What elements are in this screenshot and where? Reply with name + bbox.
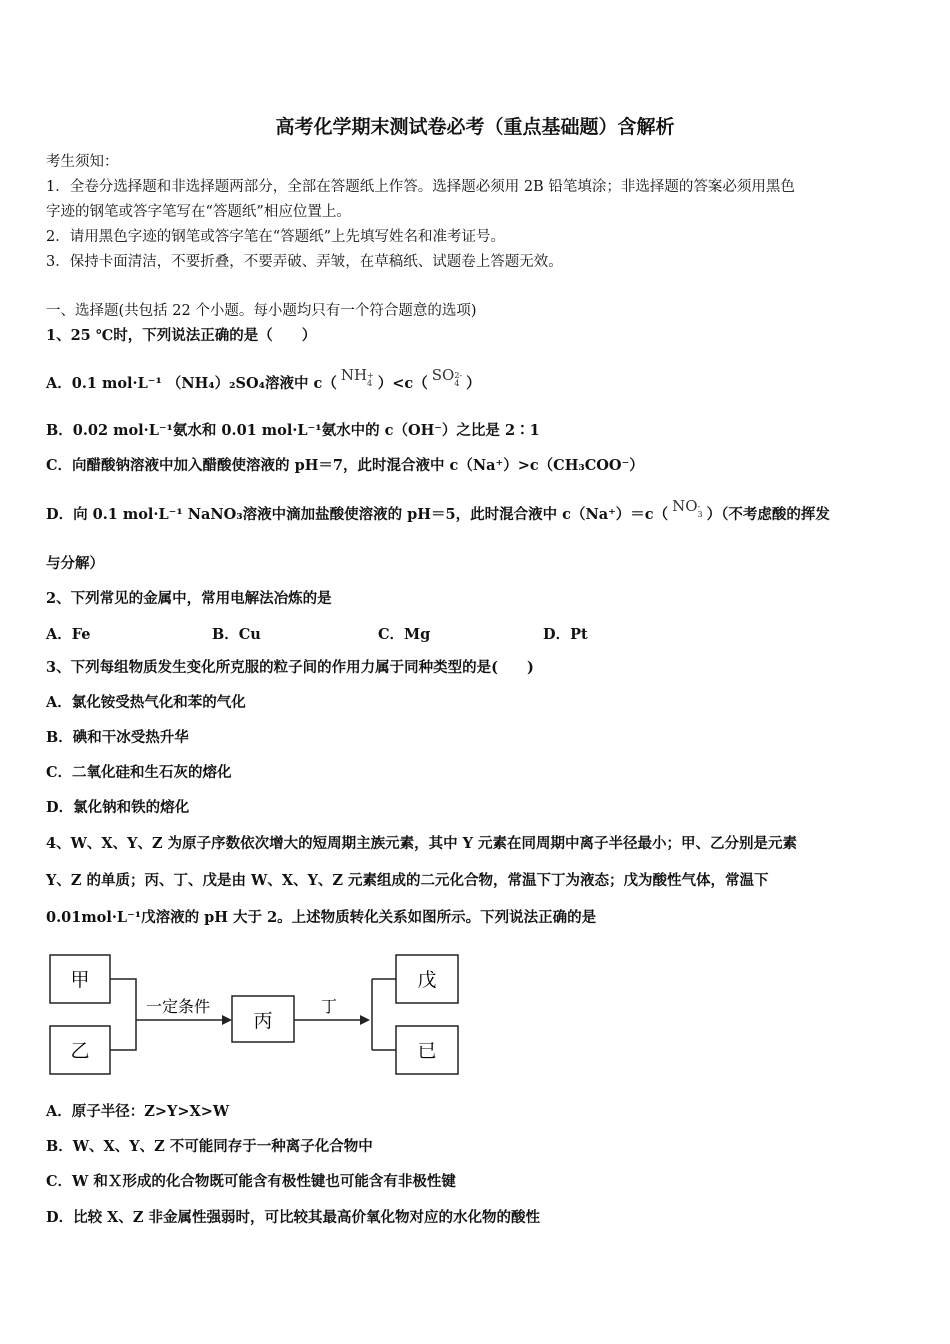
q4-stem-line-2: Y、Z 的单质；丙、丁、戊是由 W、X、Y、Z 元素组成的二元化合物，常温下丁为液态；戊为酸性气体，常温下: [46, 872, 769, 889]
box-jia-label: 甲: [70, 969, 90, 991]
q2-option-c: C．Mg: [378, 626, 431, 643]
so4-count: 4: [454, 379, 460, 388]
notice-heading: 考生须知：: [46, 154, 119, 170]
notice-item-3: 3．保持卡面清洁，不要折叠，不要弄破、弄皱，在草稿纸、试题卷上答题无效。: [46, 254, 563, 270]
q3-option-a: A．氯化铵受热气化和苯的气化: [46, 694, 246, 711]
q4-option-a: A．原子半径：Z>Y>X>W: [46, 1103, 230, 1120]
q4-option-d: D．比较 X、Z 非金属性强弱时，可比较其最高价氧化物对应的水化物的酸性: [46, 1209, 541, 1226]
box-ji-label: 已: [417, 1040, 437, 1062]
notice-item-1b: 字迹的钢笔或答字笔写在“答题纸”相应位置上。: [46, 204, 351, 220]
reagent-label: 丁: [320, 997, 338, 1016]
q1-a-post: ）: [466, 375, 481, 392]
q3-option-c: C．二氧化硅和生石灰的熔化: [46, 764, 232, 781]
box-wu-label: 戊: [417, 969, 437, 991]
arrow-head-left: [222, 1015, 232, 1025]
q4-stem-line-3: 0.01mol·L⁻¹戊溶液的 pH 大于 2。上述物质转化关系如图所示。下列说法正确的是: [46, 909, 597, 926]
q2-stem: 2、下列常见的金属中，常用电解法冶炼的是: [46, 590, 332, 607]
q1-option-d: [46, 497, 830, 527]
right-bracket-lines: [294, 979, 396, 1050]
page-title: 高考化学期末测试卷必考（重点基础题）含解析: [275, 116, 675, 138]
notice-item-1a: 1．全卷分选择题和非选择题两部分，全部在答题纸上作答。选择题必须用 2B 铅笔填涂；非选择题的答案必须用黑色: [46, 179, 795, 195]
notice-item-2: 2．请用黑色字迹的钢笔或答字笔在“答题纸”上先填写姓名和准考证号。: [46, 229, 506, 245]
q2-option-d: D．Pt: [543, 626, 588, 643]
q1-stem: 1、25 ℃时，下列说法正确的是（ ）: [46, 327, 317, 344]
nh4-charge: +: [367, 371, 374, 380]
so4-charge: 2-: [454, 371, 463, 380]
q1-option-d-continued: 与分解）: [46, 555, 104, 572]
q3-stem: 3、下列每组物质发生变化所克服的粒子间的作用力属于同种类型的是( ): [46, 659, 534, 676]
section-heading: 一、选择题(共包括 22 个小题。每小题均只有一个符合题意的选项): [46, 303, 477, 319]
q4-option-c: C．W 和Ｘ形成的化合物既可能含有极性键也可能含有非极性键: [46, 1173, 456, 1190]
q1-a-pre: A．0.1 mol·L⁻¹ （NH₄）₂SO₄溶液中 c（: [46, 375, 337, 392]
q1-a-mid: ）<c（: [377, 375, 428, 392]
q1-d-post: ）（不考虑酸的挥发: [706, 506, 830, 523]
q1-option-c: C．向醋酸钠溶液中加入醋酸使溶液的 pH＝7，此时混合液中 c（Na⁺）>c（CH₃COO⁻）: [46, 457, 644, 474]
nh4-ion-formula: [341, 365, 374, 388]
no3-count: 3: [697, 510, 703, 519]
no3-symbol: NO: [672, 497, 698, 515]
box-bing-label: 丙: [253, 1010, 273, 1032]
so4-ion-formula: [432, 365, 462, 388]
q1-option-b: B．0.02 mol·L⁻¹氨水和 0.01 mol·L⁻¹氨水中的 c（OH⁻）之比是 2∶1: [46, 422, 540, 439]
transformation-diagram: [46, 950, 466, 1080]
q1-d-pre: D．向 0.1 mol·L⁻¹ NaNO₃溶液中滴加盐酸使溶液的 pH＝5，此时混合液中 c（Na⁺）＝c（: [46, 506, 669, 523]
q4-option-b: B．W、X、Y、Z 不可能同存于一种离子化合物中: [46, 1138, 373, 1155]
q3-option-d: D．氯化钠和铁的熔化: [46, 799, 190, 816]
no3-ion-formula: [672, 496, 703, 519]
q4-stem-line-1: 4、W、X、Y、Z 为原子序数依次增大的短周期主族元素，其中 Y 元素在同周期中离子半径最小；甲、乙分别是元素: [46, 835, 798, 852]
nh4-symbol: NH: [340, 366, 368, 384]
q1-option-a: [46, 366, 481, 396]
q2-option-a: A．Fe: [46, 626, 91, 643]
so4-symbol: SO: [431, 366, 455, 384]
box-yi-label: 乙: [70, 1040, 90, 1062]
no3-charge: -: [697, 502, 701, 511]
nh4-count: 4: [367, 379, 373, 388]
q3-option-b: B．碘和干冰受热升华: [46, 729, 189, 746]
condition-label: 一定条件: [145, 997, 211, 1016]
q2-option-b: B．Cu: [212, 626, 261, 643]
arrow-head-right: [360, 1015, 370, 1025]
